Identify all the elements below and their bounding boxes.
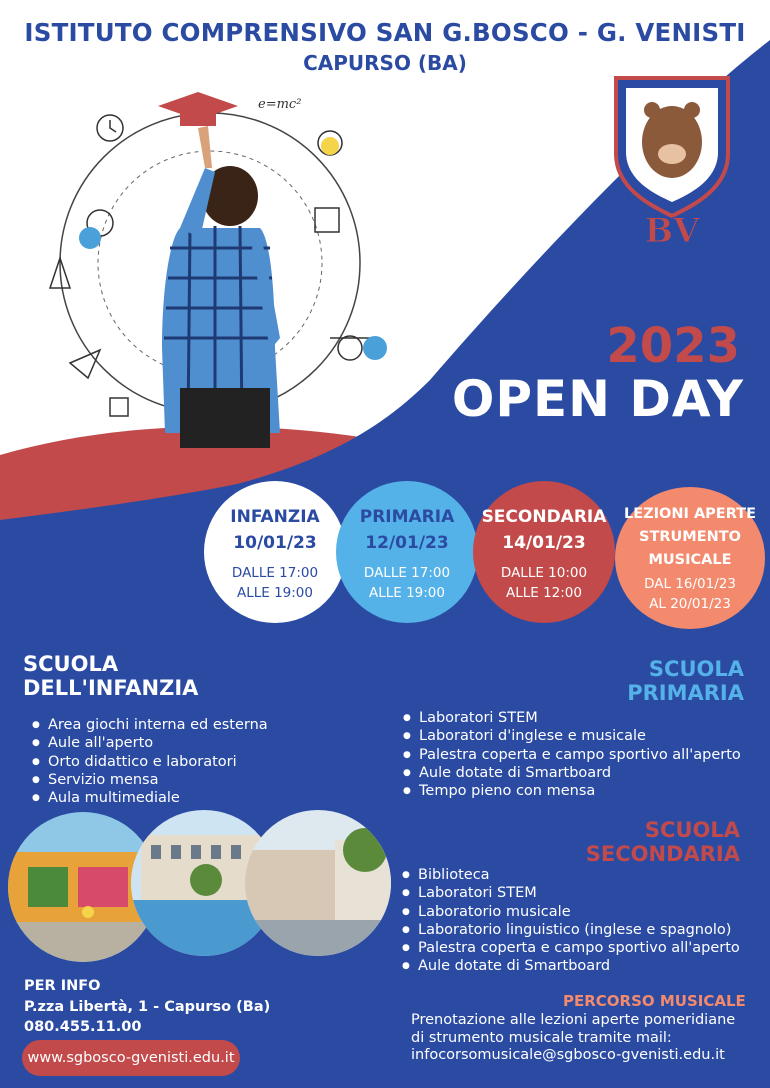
list-item: ● Laboratori STEM [398,884,740,902]
school-logo-crest [612,74,732,246]
logo-monogram: BV [644,211,700,246]
list-item: ● Biblioteca [398,866,740,884]
list-item: ● Laboratorio linguistico (inglese e spagnolo) [398,921,740,939]
percorso-musicale-title: PERCORSO MUSICALE [563,992,746,1010]
list-item: ● Servizio mensa [28,771,268,789]
open-day-date: 10/01/23 [233,533,317,553]
secondaria-title: SCUOLA SECONDARIA [585,818,740,866]
secondaria-features [398,866,740,976]
photo-school-building [245,810,391,956]
list-item: ● Laboratori d'inglese e musicale [399,727,741,745]
open-day-date: 14/01/23 [502,533,586,553]
open-day-level: SECONDARIA [481,507,607,527]
list-item: ● Aule all'aperto [28,734,268,752]
percorso-musicale-text: Prenotazione alle lezioni aperte pomeridiane di strumento musicale tramite mail: infocorsomusicale@sgbosco-gvenisti.edu.it [411,1012,736,1063]
primaria-title: SCUOLA PRIMARIA [627,657,744,705]
list-item: ● Aula multimediale [28,789,268,807]
open-day-infanzia [204,481,346,623]
school-phone[interactable]: 080.455.11.00 [24,1019,142,1035]
event-year: 2023 [606,318,740,374]
info-label: PER INFO [24,978,101,994]
open-day-level: PRIMARIA [359,507,455,527]
open-day-date: 12/01/23 [365,533,449,553]
infanzia-features [28,716,268,807]
website-link[interactable]: www.sgbosco-gvenisti.edu.it [22,1040,240,1076]
list-item: ● Laboratori STEM [399,709,741,727]
primaria-features [399,709,741,800]
school-city: CAPURSO (BA) [303,51,467,75]
open-day-strumento-musicale [615,487,765,629]
open-day-level: INFANZIA [230,507,320,527]
list-item: ● Aule dotate di Smartboard [398,957,740,975]
list-item: ● Tempo pieno con mensa [399,782,741,800]
open-day-hours: DAL 16/01/23 AL 20/01/23 [644,576,736,612]
equation-text: e=mc² [258,97,302,112]
open-day-hours: DALLE 17:00 ALLE 19:00 [231,565,319,601]
list-item: ● Laboratorio musicale [398,903,740,921]
boy-drawing-science-illustration [30,88,390,448]
open-day-hours: DALLE 10:00 ALLE 12:00 [500,565,588,601]
open-day-primaria [336,481,478,623]
list-item: ● Area giochi interna ed esterna [28,716,268,734]
list-item: ● Palestra coperta e campo sportivo all'aperto [398,939,740,957]
open-day-level: LEZIONI APERTE STRUMENTO MUSICALE [623,506,757,568]
infanzia-title: SCUOLA DELL'INFANZIA [23,652,199,700]
open-day-secondaria [473,481,615,623]
open-day-hours: DALLE 17:00 ALLE 19:00 [363,565,451,601]
school-name: ISTITUTO COMPRENSIVO SAN G.BOSCO - G. VENISTI [24,18,746,47]
list-item: ● Aule dotate di Smartboard [399,764,741,782]
event-title: OPEN DAY [451,370,744,428]
list-item: ● Palestra coperta e campo sportivo all'aperto [399,746,741,764]
list-item: ● Orto didattico e laboratori [28,753,268,771]
school-address: P.zza Libertà, 1 - Capurso (Ba) [24,999,271,1015]
